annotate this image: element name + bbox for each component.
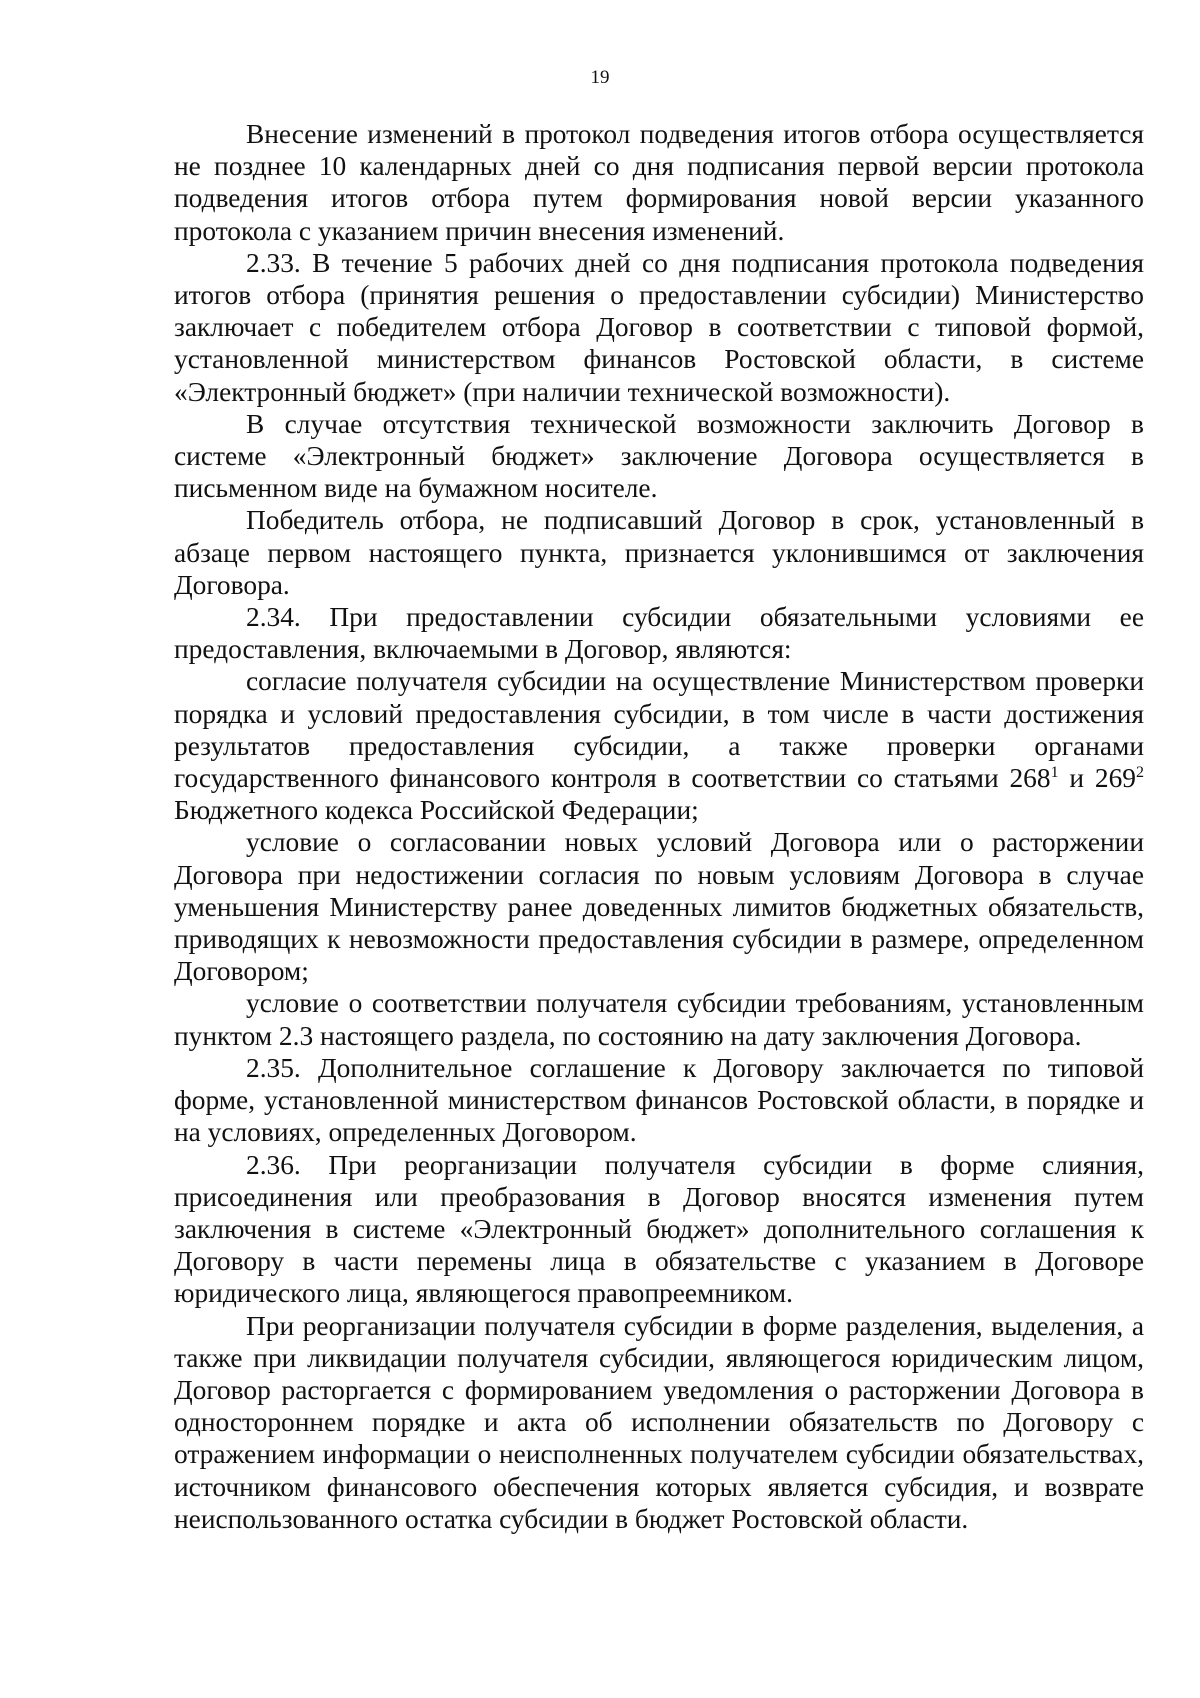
paragraph-new-conditions: условие о согласовании новых условий Договора или о расторжении Договора при недостижении согласия по новым условиям Договора в случае уменьшения Министерству ранее доведенных лимитов бюджетных обязательств, приводящих к невозможности предоставления субсидии в размере, определенном Договором;: [174, 827, 1144, 987]
document-body: [174, 118, 1144, 1535]
consent-text-middle: и 269: [1058, 763, 1136, 794]
paragraph-consent-condition: [174, 665, 1144, 826]
superscript-article-268: 1: [1050, 764, 1059, 782]
paragraph-2-33: 2.33. В течение 5 рабочих дней со дня подписания протокола подведения итогов отбора (принятия решения о предоставлении субсидии) Министерство заключает с победителем отбора Договор в соответствии с типовой формой, установленной министерством финансов Ростовской области, в системе «Электронный бюджет» (при наличии технической возможности).: [174, 247, 1144, 407]
paragraph-2-35: 2.35. Дополнительное соглашение к Договору заключается по типовой форме, установленной министерством финансов Ростовской области, в порядке и на условиях, определенных Договором.: [174, 1052, 1144, 1148]
page-number: 19: [590, 67, 610, 88]
paragraph-paper-contract: В случае отсутствия технической возможности заключить Договор в системе «Электронный бюджет» заключение Договора осуществляется в письменном виде на бумажном носителе.: [174, 408, 1144, 504]
superscript-article-269: 2: [1135, 764, 1144, 782]
paragraph-reorganization-termination: При реорганизации получателя субсидии в форме разделения, выделения, а также при ликвидации получателя субсидии, являющегося юридическим лицом, Договор расторгается с формированием уведомления о расторжении Договора в одностороннем порядке и акта об исполнении обязательств по Договору с отражением информации о неисполненных получателем субсидии обязательствах, источником финансового обеспечения которых является субсидия, и возврате неиспользованного остатка субсидии в бюджет Ростовской области.: [174, 1310, 1144, 1534]
consent-text-end: Бюджетного кодекса Российской Федерации;: [174, 795, 699, 826]
paragraph-protocol-changes: Внесение изменений в протокол подведения итогов отбора осуществляется не позднее 10 календарных дней со дня подписания первой версии протокола подведения итогов отбора путем формирования новой версии указанного протокола с указанием причин внесения изменений.: [174, 119, 1144, 246]
consent-text-start: согласие получателя субсидии на осуществление Министерством проверки порядка и условий предоставления субсидии, в том числе в части достижения результатов предоставления субсидии, а также проверки органами государственного финансового контроля в соответствии со статьями 268: [174, 666, 1144, 794]
paragraph-2-36: 2.36. При реорганизации получателя субсидии в форме слияния, присоединения или преобразования в Договор вносятся изменения путем заключения в системе «Электронный бюджет» дополнительного соглашения к Договору в части перемены лица в обязательстве с указанием в Договоре юридического лица, являющегося правопреемником.: [174, 1149, 1144, 1309]
paragraph-winner-evasion: Победитель отбора, не подписавший Договор в срок, установленный в абзаце первом настоящего пункта, признается уклонившимся от заключения Договора.: [174, 505, 1144, 600]
paragraph-requirements-condition: условие о соответствии получателя субсидии требованиям, установленным пунктом 2.3 настоящего раздела, по состоянию на дату заключения Договора.: [174, 988, 1144, 1051]
paragraph-2-34: 2.34. При предоставлении субсидии обязательными условиями ее предоставления, включаемыми в Договор, являются:: [174, 602, 1144, 665]
